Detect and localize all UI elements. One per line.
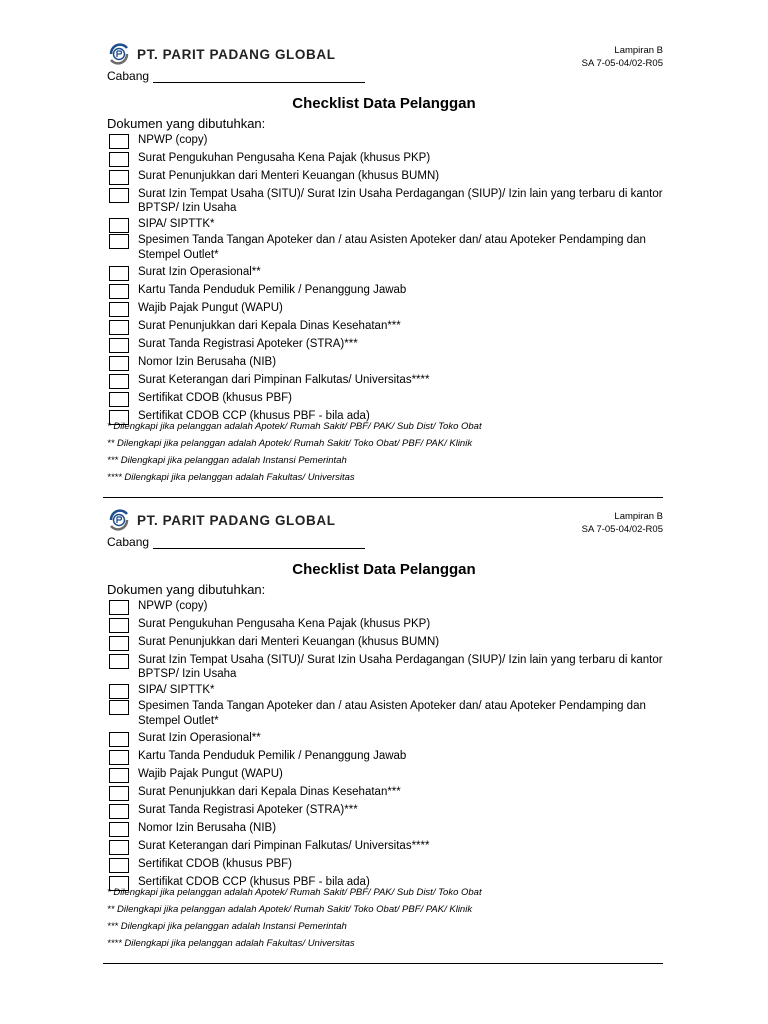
checkbox[interactable] (109, 804, 129, 819)
checklist-item-label: Sertifikat CDOB (khusus PBF) (138, 858, 293, 870)
form-title: Checklist Data Pelanggan (292, 561, 476, 578)
checklist-item-label: Spesimen Tanda Tangan Apoteker dan / atau Asisten Apoteker dan/ atau Apoteker Pendamping dan Stempel Outlet* (138, 234, 646, 261)
footnote: * Dilengkapi jika pelanggan adalah Apotek/ Rumah Sakit/ PBF/ PAK/ Sub Dist/ Toko Obat (107, 887, 482, 898)
checkbox[interactable] (109, 392, 129, 407)
checkbox[interactable] (109, 266, 129, 281)
document-reference (582, 44, 663, 70)
checklist-item (109, 857, 663, 873)
footnote: ** Dilengkapi jika pelanggan adalah Apotek/ Rumah Sakit/ Toko Obat/ PBF/ PAK/ Klinik (107, 904, 473, 915)
checklist-item-label: Wajib Pajak Pungut (WAPU) (138, 302, 283, 314)
checklist-item (109, 839, 663, 855)
checkbox[interactable] (109, 356, 129, 371)
checklist-item (109, 373, 663, 389)
company-logo (107, 42, 336, 66)
checklist-item-label: Surat Penunjukkan dari Menteri Keuangan (khusus BUMN) (138, 636, 440, 648)
checkbox[interactable] (109, 374, 129, 389)
checkbox[interactable] (109, 786, 129, 801)
cabang-field (107, 535, 365, 549)
checklist-item-label: Sertifikat CDOB (khusus PBF) (138, 392, 293, 404)
checklist-item-label: Nomor Izin Berusaha (NIB) (138, 822, 277, 834)
checkbox[interactable] (109, 618, 129, 633)
checklist-item-label: Wajib Pajak Pungut (WAPU) (138, 768, 283, 780)
cabang-input-line[interactable] (153, 71, 365, 83)
form-header (105, 508, 663, 549)
footnotes (107, 884, 482, 952)
form-subtitle: Dokumen yang dibutuhkan: (107, 116, 266, 131)
divider (103, 963, 663, 964)
checklist-item (109, 749, 663, 765)
checklist-item-label: Surat Tanda Registrasi Apoteker (STRA)*** (138, 338, 358, 350)
company-logo (107, 508, 336, 532)
checklist-item-label: Sertifikat CDOB CCP (khusus PBF - bila ada) (138, 410, 370, 422)
cabang-input-line[interactable] (153, 537, 365, 549)
checklist-item-label: Surat Izin Tempat Usaha (SITU)/ Surat Izin Usaha Perdagangan (SIUP)/ Izin lain yang terbaru di kantor BPTSP/ Izin Usaha (138, 654, 663, 680)
divider (103, 497, 663, 498)
checklist-item (109, 821, 663, 837)
checkbox[interactable] (109, 858, 129, 873)
checklist-item-label: Surat Penunjukkan dari Kepala Dinas Kesehatan*** (138, 320, 401, 332)
ppg-logo-icon (107, 42, 131, 66)
checklist-item (109, 653, 663, 681)
ref-attachment: Lampiran B (614, 511, 663, 522)
ref-attachment: Lampiran B (614, 45, 663, 56)
checklist-form-2 (105, 508, 663, 949)
checklist-item (109, 319, 663, 335)
checklist-item-label: Surat Izin Tempat Usaha (SITU)/ Surat Izin Usaha Perdagangan (SIUP)/ Izin lain yang terbaru di kantor BPTSP/ Izin Usaha (138, 188, 663, 214)
checkbox[interactable] (109, 600, 129, 615)
company-name: PT. PARIT PADANG GLOBAL (137, 46, 336, 62)
checklist-item (109, 151, 663, 167)
form-header (105, 42, 663, 83)
checklist-item (109, 803, 663, 819)
checkbox[interactable] (109, 188, 129, 203)
checkbox[interactable] (109, 840, 129, 855)
cabang-label: Cabang (107, 69, 150, 83)
checklist-item (109, 337, 663, 353)
checkbox[interactable] (109, 636, 129, 651)
checklist-item (109, 233, 663, 263)
checklist-item-label: Surat Tanda Registrasi Apoteker (STRA)*** (138, 804, 358, 816)
checklist-item-label: Kartu Tanda Penduduk Pemilik / Penanggung Jawab (138, 284, 407, 296)
checklist-form-1 (105, 42, 663, 483)
checklist-item-label: SIPA/ SIPTTK* (138, 684, 215, 696)
checklist-item (109, 391, 663, 407)
checklist-item-label: Surat Penunjukkan dari Kepala Dinas Kesehatan*** (138, 786, 401, 798)
checkbox[interactable] (109, 654, 129, 669)
checklist-item (109, 635, 663, 651)
footnote: *** Dilengkapi jika pelanggan adalah Instansi Pemerintah (107, 921, 347, 932)
checkbox[interactable] (109, 234, 129, 249)
checklist-item (109, 169, 663, 185)
checkbox[interactable] (109, 338, 129, 353)
checklist-item-label: Sertifikat CDOB CCP (khusus PBF - bila ada) (138, 876, 370, 888)
checklist-item (109, 265, 663, 281)
footnote: * Dilengkapi jika pelanggan adalah Apotek/ Rumah Sakit/ PBF/ PAK/ Sub Dist/ Toko Obat (107, 421, 482, 432)
document-checklist (109, 133, 663, 425)
checkbox[interactable] (109, 732, 129, 747)
cabang-label: Cabang (107, 535, 150, 549)
checklist-item-label: Surat Keterangan dari Pimpinan Falkutas/ Universitas**** (138, 840, 430, 852)
checkbox[interactable] (109, 684, 129, 699)
checkbox[interactable] (109, 700, 129, 715)
checklist-item (109, 731, 663, 747)
checklist-item (109, 785, 663, 801)
ref-code: SA 7-05-04/02-R05 (581, 58, 663, 69)
checklist-item-label: NPWP (copy) (138, 134, 208, 146)
checklist-item (109, 355, 663, 371)
checkbox[interactable] (109, 170, 129, 185)
company-name: PT. PARIT PADANG GLOBAL (137, 512, 336, 528)
checklist-item (109, 699, 663, 729)
checklist-item-label: Surat Izin Operasional** (138, 266, 261, 278)
checkbox[interactable] (109, 284, 129, 299)
form-title: Checklist Data Pelanggan (292, 95, 476, 112)
checkbox[interactable] (109, 320, 129, 335)
checkbox[interactable] (109, 768, 129, 783)
checklist-item (109, 217, 663, 233)
checkbox[interactable] (109, 302, 129, 317)
footnotes (107, 418, 482, 486)
checklist-item (109, 133, 663, 149)
ref-code: SA 7-05-04/02-R05 (581, 524, 663, 535)
checkbox[interactable] (109, 152, 129, 167)
checklist-item-label: Surat Keterangan dari Pimpinan Falkutas/ Universitas**** (138, 374, 430, 386)
checklist-item-label: Spesimen Tanda Tangan Apoteker dan / atau Asisten Apoteker dan/ atau Apoteker Pendamping dan Stempel Outlet* (138, 700, 646, 727)
ppg-logo-icon (107, 508, 131, 532)
document-reference (582, 510, 663, 536)
checkbox[interactable] (109, 750, 129, 765)
cabang-field (107, 69, 365, 83)
checkbox[interactable] (109, 134, 129, 149)
checklist-item-label: Surat Pengukuhan Pengusaha Kena Pajak (khusus PKP) (138, 152, 431, 164)
checklist-item-label: Surat Pengukuhan Pengusaha Kena Pajak (khusus PKP) (138, 618, 431, 630)
checklist-item (109, 301, 663, 317)
checklist-item (109, 683, 663, 699)
checklist-item-label: Nomor Izin Berusaha (NIB) (138, 356, 277, 368)
checkbox[interactable] (109, 822, 129, 837)
document-checklist (109, 599, 663, 891)
footnote: *** Dilengkapi jika pelanggan adalah Instansi Pemerintah (107, 455, 347, 466)
footnote: **** Dilengkapi jika pelanggan adalah Fakultas/ Universitas (107, 472, 355, 483)
checklist-item-label: Surat Izin Operasional** (138, 732, 261, 744)
form-subtitle: Dokumen yang dibutuhkan: (107, 582, 266, 597)
checklist-item-label: SIPA/ SIPTTK* (138, 218, 215, 230)
footnote: ** Dilengkapi jika pelanggan adalah Apotek/ Rumah Sakit/ Toko Obat/ PBF/ PAK/ Klinik (107, 438, 473, 449)
checklist-item (109, 617, 663, 633)
checkbox[interactable] (109, 218, 129, 233)
checklist-item-label: Surat Penunjukkan dari Menteri Keuangan (khusus BUMN) (138, 170, 440, 182)
checklist-item (109, 283, 663, 299)
checklist-item-label: NPWP (copy) (138, 600, 208, 612)
checklist-item (109, 599, 663, 615)
checklist-item (109, 767, 663, 783)
footnote: **** Dilengkapi jika pelanggan adalah Fakultas/ Universitas (107, 938, 355, 949)
checklist-item (109, 187, 663, 215)
checklist-item-label: Kartu Tanda Penduduk Pemilik / Penanggung Jawab (138, 750, 407, 762)
